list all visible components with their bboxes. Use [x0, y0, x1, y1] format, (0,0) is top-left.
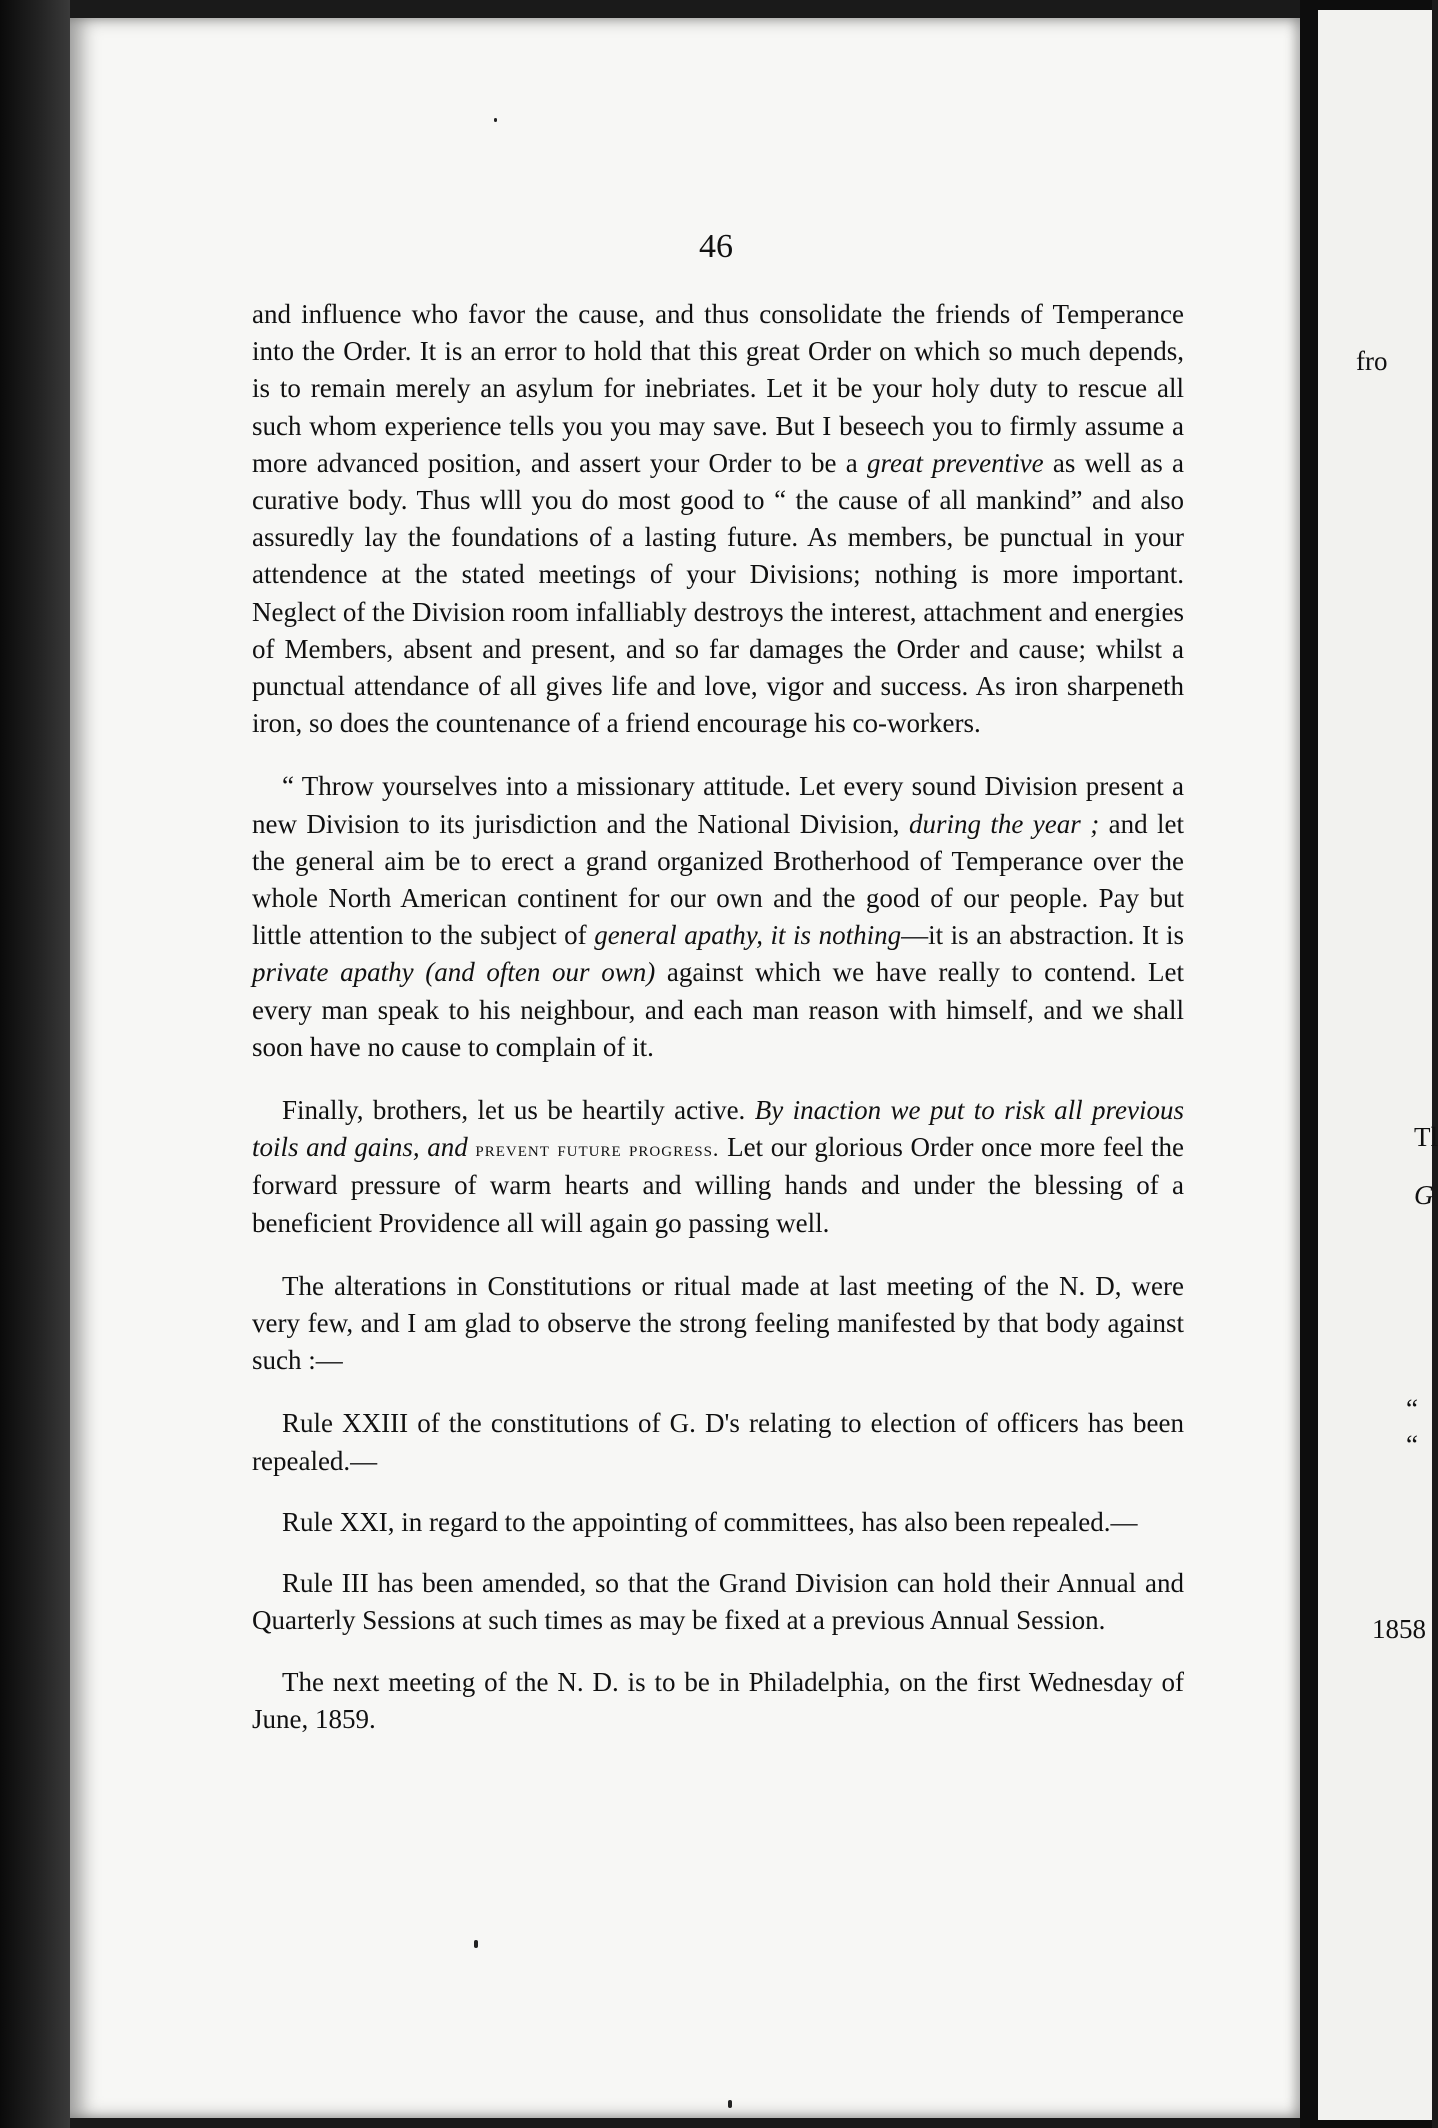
emphasis-text: great preventive: [866, 447, 1044, 478]
print-speck: [728, 2100, 732, 2108]
emphasis-text: private apathy (and often our own): [252, 957, 656, 988]
facing-fragment: G: [1414, 1180, 1434, 1210]
paragraph-4: The alterations in Constitutions or ritual made at last meeting of the N. D, were very few, and I am glad to observe the strong feeling manifested by that body against such :—: [252, 1270, 1184, 1376]
emphasis-text: general apathy, it is nothing: [594, 920, 902, 951]
paragraph-3: [252, 1092, 1184, 1242]
text-span: Finally, brothers, let us be heartily active.: [282, 1095, 746, 1126]
page-body: [252, 296, 1184, 1764]
paragraph-5: Rule XXIII of the constitutions of G. D's relating to election of officers has been repealed.—: [252, 1408, 1184, 1476]
print-speck: [474, 1940, 478, 1948]
book-spine-shadow: [0, 0, 70, 2128]
paragraph-8: The next meeting of the N. D. is to be in Philadelphia, on the first Wednesday of June, 1859.: [252, 1666, 1184, 1734]
facing-fragment: “: [1406, 1394, 1418, 1424]
paragraph-1: [252, 296, 1184, 742]
facing-fragment: “: [1406, 1430, 1418, 1460]
text-span: —it is an abstraction. It is: [901, 920, 1185, 951]
facing-fragment: 1858: [1372, 1614, 1426, 1644]
print-speck: [494, 118, 497, 122]
text-span: as well as a curative body. Thus wlll you do most good to “ the cause of all mankind” and also assuredly lay the foundations of a lasting future. As members, be punctual in your attendence at the stated meetings of your Divisions; nothing is more important. Neglect of the Division room infalliably destroys the interest, attachment and energies of Members, absent and present, and so far damages the Order and cause; whilst a punctual attendance of all gives life and love, vigor and success. As iron sharpeneth iron, so does the countenance of a friend encourage his co-workers.: [252, 447, 1185, 739]
facing-page-strip: [1318, 10, 1438, 2120]
emphasis-text: during the year ;: [908, 808, 1100, 839]
facing-fragment: Tl: [1414, 1122, 1438, 1152]
facing-fragment: fro: [1356, 346, 1388, 376]
text-span: “ Throw yourselves into a missionary attitude. Let every sound Division present a new Division to its jurisdiction and the National Division,: [252, 771, 1184, 839]
text-span: against which we have really to contend. Let every man speak to his neighbour, and each man reason with himself, and we shall soon have no cause to complain of it.: [252, 957, 1185, 1062]
paragraph-7: Rule III has been amended, so that the Grand Division can hold their Annual and Quarterly Sessions at such times as may be fixed at a previous Annual Session.: [252, 1568, 1184, 1636]
page-number: 46: [699, 228, 733, 265]
paragraph-2: [252, 768, 1184, 1066]
text-span: and let the general aim be to erect a grand organized Brotherhood of Temperance over the whole North American continent for our own and the good of our people. Pay but little attention to the subject of: [252, 808, 1184, 951]
text-span: and influence who favor the cause, and thus consolidate the friends of Temperance into the Order. It is an error to hold that this great Order on which so much depends, is to remain merely an asylum for inebriates. Let it be your holy duty to rescue all such whom experience tells you you may save. But I beseech you to firmly assume a more advanced position, and assert your Order to be a: [252, 299, 1184, 478]
text-span: Let our glorious Order once more feel the forward pressure of warm hearts and willing hands and under the blessing of a beneficient Providence all will again go passing well.: [252, 1132, 1184, 1238]
emphasis-text: By inaction we put to risk all previous toils and gains, and: [252, 1095, 1185, 1163]
small-caps-text: prevent future progress.: [475, 1136, 720, 1162]
paragraph-6: Rule XXI, in regard to the appointing of committees, has also been repealed.—: [282, 1506, 1138, 1537]
